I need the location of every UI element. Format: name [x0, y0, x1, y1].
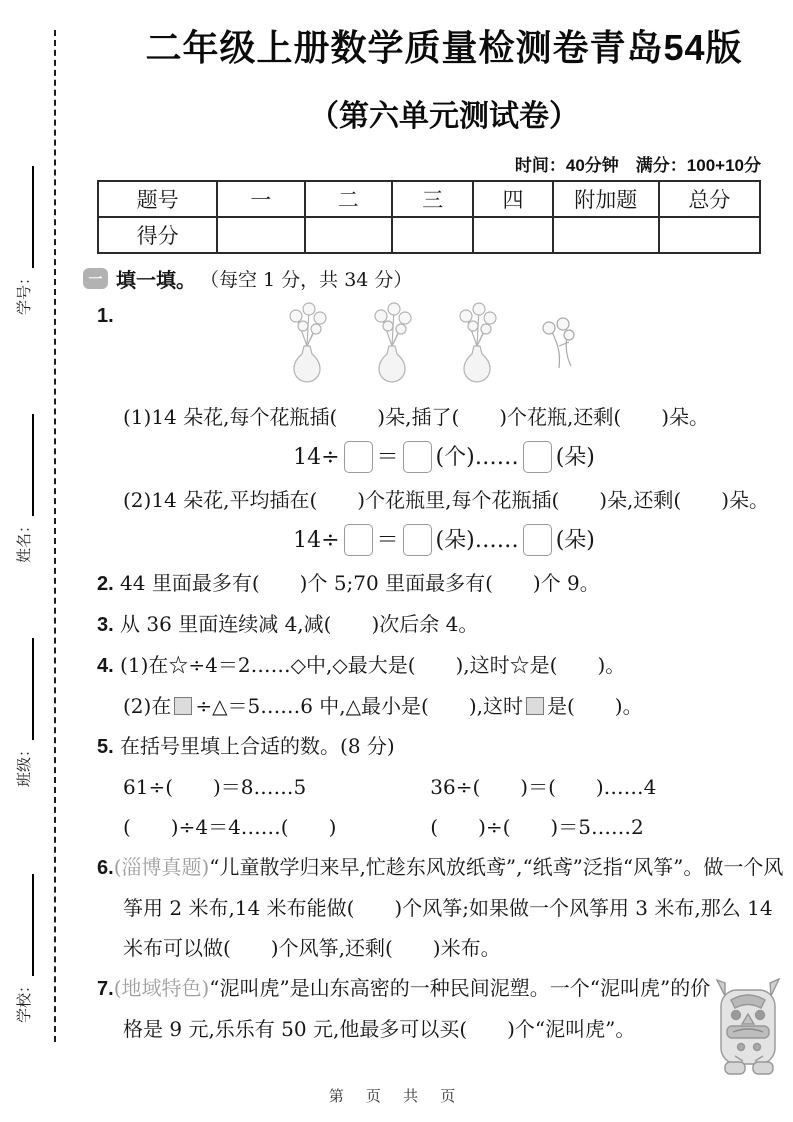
question-4-part2: [97, 686, 791, 726]
score-header-cell: 附加题: [553, 181, 659, 217]
formula-text: ＝: [376, 527, 399, 553]
dashed-cut-line: [54, 30, 56, 1042]
question-5: [97, 726, 791, 847]
formula-text: (朵): [555, 527, 595, 553]
formula-text: (个)……: [435, 445, 519, 470]
time-score-info: 时间：40分钟 满分：100+10分: [514, 156, 761, 175]
score-header-cell: 三: [392, 181, 473, 217]
formula-text: (朵)……: [435, 527, 519, 553]
section-points-note: （每空 1 分，共 34 分）: [200, 269, 413, 291]
equation: ( )÷( )＝5……2: [430, 814, 644, 839]
test-paper: [88, 0, 791, 1095]
question-7-feature-tag: (地域特色): [113, 975, 210, 1000]
formula-text: ＝: [376, 445, 399, 470]
question-number: 7.: [97, 977, 114, 1000]
score-cell: [553, 217, 659, 253]
score-header-cell: 一: [217, 181, 304, 217]
score-header-cell: 题号: [98, 181, 217, 217]
score-cell: [473, 217, 552, 253]
question-5-stem: [97, 726, 791, 767]
question-3-text: 从 36 里面连续减 4,减( )次后余 4。: [120, 611, 479, 636]
score-table-header-row: [98, 181, 760, 217]
question-2: [97, 563, 791, 604]
answer-box[interactable]: [403, 441, 432, 473]
question-7-text: “泥叫虎”是山东高密的一种民间泥塑。一个“泥叫虎”的价格是 9 元,乐乐有 50 元,他最多可以买( )个“泥叫虎”。: [123, 975, 711, 1041]
score-row-label: 得分: [98, 217, 217, 253]
student-id-field: [13, 115, 35, 315]
score-cell: [217, 217, 304, 253]
score-header-cell: 二: [305, 181, 392, 217]
question-1-formula-1: [97, 441, 791, 474]
question-4-part1: [97, 645, 791, 686]
question-5-text: 在括号里填上合适的数。(8 分): [120, 733, 395, 758]
question-4-part2-text: 是( )。: [547, 693, 643, 718]
score-cell: [305, 217, 392, 253]
question-number: 4.: [97, 654, 114, 677]
section-number-badge: 一: [83, 268, 108, 289]
flower-vases-illustration: [97, 302, 751, 397]
answer-box[interactable]: [344, 441, 373, 473]
page-title: 二年级上册数学质量检测卷青岛54版: [145, 27, 743, 68]
question-2-text: 44 里面最多有( )个 5;70 里面最多有( )个 9。: [120, 570, 600, 595]
question-4-part2-text: (2)在: [123, 693, 172, 718]
formula-text: 14÷: [293, 445, 340, 470]
school-label: 学校：: [16, 977, 33, 1023]
clay-tiger-illustration: [737, 974, 789, 1091]
question-number: 5.: [97, 735, 114, 758]
page-footer: 第 页 共 页: [328, 1088, 465, 1105]
school-field: [13, 823, 35, 1023]
question-6-text: “儿童散学归来早,忙趁东风放纸鸢”,“纸鸢”泛指“风筝”。做一个风筝用 2 米布,14 米布能做( )个风筝;如果做一个风筝用 3 米布,那么 14 米布可以做( )个风筝,还剩( )米布。: [123, 854, 784, 960]
student-id-label: 学号：: [16, 269, 33, 315]
student-id-blank-line: [19, 166, 34, 268]
question-4-part1-text: (1)在☆÷4＝2……◇中,◇最大是( ),这时☆是( )。: [120, 652, 626, 677]
page-subtitle: （第六单元测试卷）: [309, 100, 579, 133]
formula-text: 14÷: [293, 527, 340, 553]
question-7: [97, 968, 791, 1049]
answer-box[interactable]: [403, 524, 432, 556]
student-name-label: 姓名：: [16, 517, 33, 563]
gray-square-symbol: [526, 697, 544, 715]
question-number: 6.: [97, 856, 114, 879]
question-3: [97, 604, 791, 645]
question-number: 1.: [97, 305, 114, 327]
question-4-part2-text: ÷△＝5……6 中,△最小是( ),这时: [195, 693, 523, 718]
section-title: 填一填。: [116, 270, 196, 292]
equation: 36÷( )＝( )……4: [430, 774, 657, 799]
class-label: 班级：: [16, 741, 33, 787]
question-1: [97, 295, 791, 557]
score-cell: [659, 217, 760, 253]
question-5-equations: [97, 767, 791, 847]
question-4: [97, 645, 791, 726]
answer-box[interactable]: [523, 441, 552, 473]
question-number: 3.: [97, 613, 114, 636]
student-name-field: [13, 363, 35, 563]
score-header-cell: 总分: [659, 181, 760, 217]
formula-text: (朵): [555, 445, 595, 470]
score-table-score-row: [98, 217, 760, 253]
score-cell: [392, 217, 473, 253]
answer-box[interactable]: [523, 524, 552, 556]
class-blank-line: [19, 638, 34, 740]
score-header-cell: 四: [473, 181, 552, 217]
score-table: [97, 180, 761, 254]
question-6: [97, 847, 791, 968]
class-field: [13, 587, 35, 787]
school-blank-line: [19, 874, 34, 976]
question-6-source-tag: (淄博真题): [113, 854, 210, 879]
answer-box[interactable]: [344, 524, 373, 556]
equation: 61÷( )＝8……5: [123, 774, 307, 799]
question-1-part2: (2)14 朵花,平均插在( )个花瓶里,每个花瓶插( )朵,还剩( )朵。: [123, 487, 770, 512]
question-1-part1: (1)14 朵花,每个花瓶插( )朵,插了( )个花瓶,还剩( )朵。: [123, 405, 710, 429]
question-number: 2.: [97, 572, 114, 595]
gray-square-symbol: [174, 697, 192, 715]
question-1-formula-2: [97, 524, 791, 557]
section-1-header: [83, 264, 791, 293]
student-name-blank-line: [19, 414, 34, 516]
equation: ( )÷4＝4……( ): [123, 814, 337, 839]
